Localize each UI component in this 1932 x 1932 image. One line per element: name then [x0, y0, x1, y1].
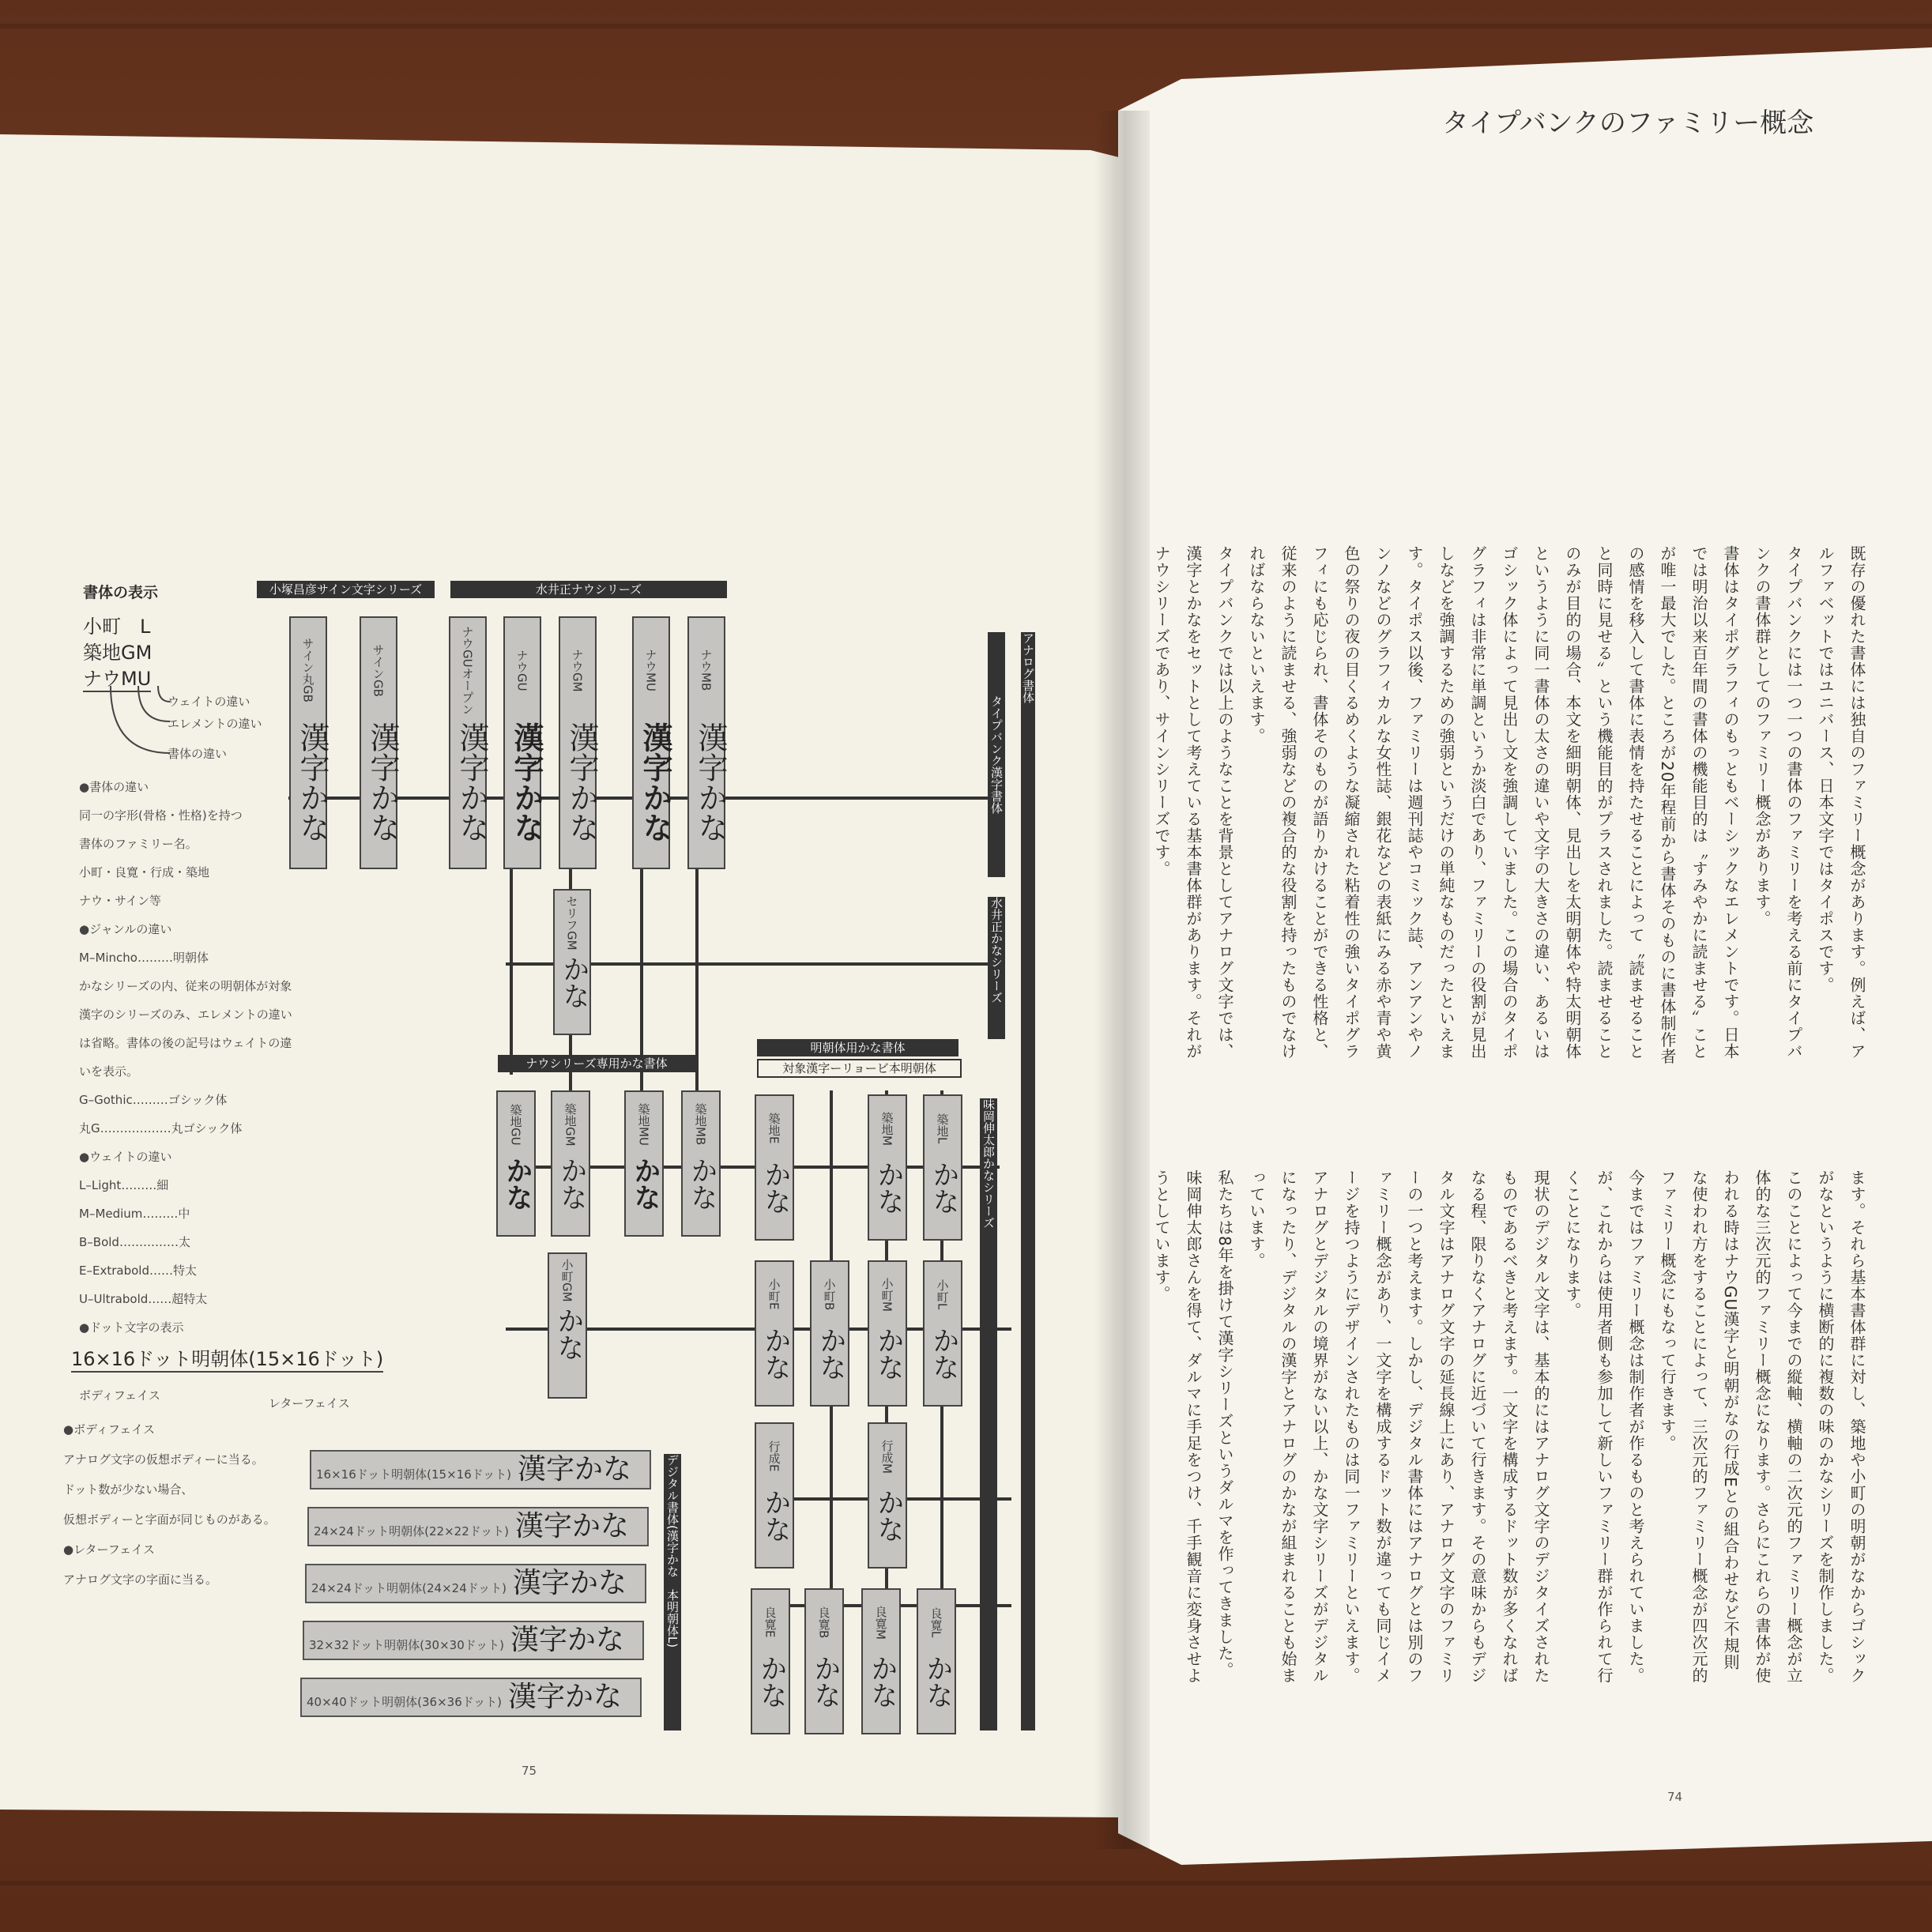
dot-box-text: 漢字かな: [518, 1453, 632, 1486]
text-column: グラフィは非常に単調というか淡白であり、ファミリーの役割が見出: [1468, 545, 1487, 1060]
text-column: ンクの書体群としてのファミリー概念があります。: [1753, 545, 1772, 927]
connector: [695, 869, 699, 1106]
text-column: タイプバンクでは以上のようなことを背景としてアナログ文字では、: [1215, 545, 1234, 1060]
now-kana-text: かな: [686, 1157, 717, 1211]
mincho-kana-label: 良寛B: [816, 1606, 831, 1639]
legend-title: 書体の表示: [83, 584, 159, 601]
text-column: ファミリー概念にもなって行きます。: [1658, 1169, 1677, 1452]
legend-arrow-weight: ウェイトの違い: [168, 695, 250, 709]
text-column: が、これからは使用者側も参加して新しいファミリー群が作られて行: [1595, 1169, 1614, 1684]
legend-items-dot: [63, 1414, 276, 1595]
body-text-upper: [1146, 545, 1873, 1114]
legend-item: ●ジャンルの違い: [79, 922, 172, 936]
now-kana-box: [624, 1090, 664, 1237]
text-column: アナログとデジタルの境界がない以上、かな文字シリーズがデジタル: [1310, 1169, 1329, 1684]
text-column: 漢字とかなをセットとして考えている基本書体群があります。それが: [1184, 545, 1203, 1060]
legend-arrow-element: エレメントの違い: [168, 717, 262, 731]
mincho-kana-label: 良寛M: [873, 1605, 888, 1640]
dot-box: [307, 1507, 649, 1546]
text-column: タイプバンクには一つ一つの書体のファミリーを考える前にタイプバ: [1784, 545, 1803, 1060]
kanji-box-label: ナウGU: [514, 649, 529, 691]
mincho-kana-label: 良寛L: [928, 1606, 943, 1638]
kanji-box: [559, 616, 597, 869]
legend-item: E–Extrabold……特太: [79, 1264, 197, 1278]
legend-example-3: ナウMU: [83, 663, 151, 692]
mincho-kana-text: かな: [759, 1161, 791, 1215]
text-column: タル文字はアナログ文字の延長線上にあり、アナログ文字のファミリ: [1437, 1169, 1456, 1684]
body-text-lower: [1152, 1169, 1873, 1770]
mincho-kana-label: 良寛E: [763, 1606, 778, 1638]
mincho-kana-text: かな: [815, 1327, 846, 1380]
kanji-box: [360, 616, 400, 869]
text-column: のみが目的の場合、本文を細明朝体、見出しを太明朝体や特太明朝体: [1563, 545, 1582, 1060]
text-column: このことによって今までの縦軸、横軸の二次元的ファミリー概念が立: [1784, 1169, 1803, 1684]
mincho-kana-label: 小町B: [822, 1278, 837, 1311]
dot-box-text: 漢字かな: [513, 1567, 627, 1599]
text-column: われる時はナウGU漢字と明朝がなの行成Eとの組合わせなど不規則: [1721, 1169, 1740, 1670]
text-column: になったり、デジタルの漢字とアナログのかなが組まれることも始ま: [1279, 1169, 1297, 1684]
kanji-box-text: 漢字かな: [295, 722, 330, 842]
dot-box-spec: 16×16ドット明朝体(15×16ドット): [316, 1467, 511, 1482]
legend-item: は省略。書体の後の記号はウェイトの違: [79, 1036, 292, 1050]
legend-item: M–Medium………中: [79, 1207, 190, 1221]
dot-box: [303, 1621, 644, 1660]
kanji-box: [503, 616, 544, 869]
page-number-left: 75: [522, 1764, 537, 1778]
text-column: す。タイポス以後、ファミリーは週刊誌やコミック誌、アンアンやノ: [1405, 545, 1424, 1060]
page-number-right: 74: [1667, 1790, 1683, 1804]
text-column: 今まではファミリー概念は制作者が作るものと考えられていました。: [1626, 1169, 1645, 1684]
text-column: 体的な三次元的ファミリー概念になります。さらにこれらの書体が使: [1753, 1169, 1772, 1684]
legend-item: アナログ文字の仮想ボディーに当る。: [63, 1452, 264, 1467]
wood-grain: [0, 1881, 1932, 1885]
legend-item: アナログ文字の字面に当る。: [63, 1572, 218, 1587]
komachi-gm-box: [548, 1252, 587, 1399]
mincho-kana-box: [868, 1422, 907, 1569]
komachi-gm-text: かな: [552, 1306, 584, 1361]
now-kana-box: [681, 1090, 721, 1237]
dot-box-text: 漢字かな: [508, 1681, 623, 1713]
mincho-kana-box: [751, 1588, 790, 1734]
komachi-gm-label: 小町GM: [559, 1259, 574, 1302]
kanji-box: [687, 616, 728, 869]
now-kana-text: かな: [629, 1157, 661, 1211]
legend-item: ●書体の違い: [79, 780, 149, 794]
now-kana-label: 築地MB: [693, 1103, 708, 1146]
mincho-kana-label: 小町M: [879, 1277, 894, 1312]
text-column: がなというように横断的に複数の味のかなシリーズを制作しました。: [1816, 1169, 1835, 1684]
kanji-box-text: 漢字かな: [509, 722, 544, 842]
mincho-kana-text: かな: [866, 1655, 898, 1708]
mincho-kana-text: かな: [872, 1327, 904, 1380]
bar-ajioka-kana: 味岡伸太郎かなシリーズ: [980, 1098, 997, 1731]
book-gutter: [1094, 111, 1150, 1849]
mincho-kana-box: [868, 1094, 907, 1241]
legend-example-2: 築地GM: [83, 642, 153, 664]
legend-arrow-typeface: 書体の違い: [168, 747, 228, 761]
kanji-box-label: ナウMU: [643, 649, 658, 691]
letter-face-label: レターフェイス: [269, 1396, 350, 1410]
kanji-box-text: 漢字かな: [638, 722, 672, 842]
now-kana-label: 築地GM: [563, 1102, 578, 1147]
legend-item: L–Light………細: [79, 1178, 169, 1192]
dot-box: [300, 1678, 642, 1717]
bar-mizui-kana: 水井正かなシリーズ: [988, 897, 1005, 1039]
text-column: ゴシック体によって見出し文を強調していました。この場合のタイポ: [1500, 545, 1519, 1060]
text-column: ルファベットではユニバース、日本文字ではタイポスです。: [1816, 545, 1835, 993]
legend-item: ●ボディフェイス: [63, 1422, 155, 1437]
bar-digital: デジタル書体(漢字かな 本明朝体L): [664, 1454, 681, 1731]
mincho-kana-label: 行成M: [879, 1439, 894, 1474]
mincho-kana-text: かな: [921, 1655, 953, 1708]
mincho-kana-box: [804, 1588, 844, 1734]
dot-box-text: 漢字かな: [515, 1510, 630, 1542]
mincho-kana-box: [755, 1422, 794, 1569]
legend-item: ナウ・サイン等: [79, 894, 161, 908]
mincho-kana-text: かな: [755, 1655, 787, 1708]
header-mincho-target: 対象漢字ーリョービ本明朝体: [757, 1059, 962, 1078]
mincho-kana-text: かな: [872, 1161, 904, 1215]
mincho-kana-box: [810, 1260, 849, 1407]
text-column: ンノなどのグラフィカルな女性誌、銀花などの表紙にみる赤や青や黄: [1373, 545, 1392, 1060]
dot-box-spec: 24×24ドット明朝体(24×24ドット): [311, 1581, 507, 1595]
text-column: ものであるべきと考えます。一文字を構成するドット数が多くなれば: [1500, 1169, 1519, 1684]
text-column: 味岡伸太郎さんを得て、ダルマに手足をつけ、千手観音に変身させよ: [1184, 1169, 1203, 1684]
mincho-kana-text: かな: [928, 1327, 959, 1380]
serif-box: [553, 889, 591, 1035]
serif-box-label: セリフGM: [564, 895, 579, 951]
mincho-kana-label: 築地E: [766, 1113, 781, 1144]
header-now-series: 水井正ナウシリーズ: [450, 581, 727, 598]
now-kana-box: [496, 1090, 536, 1237]
legend-arrows: [83, 686, 178, 757]
now-kana-text: かな: [555, 1157, 587, 1211]
text-column: 色の祭りの夜の目くるめくような凝縮された粘着性の強いタイポグラ: [1342, 545, 1361, 1060]
bar-typebank-kanji: タイプバンク漢字書体: [988, 632, 1005, 877]
mincho-kana-text: かな: [759, 1489, 791, 1542]
dot-example: 16×16ドット明朝体(15×16ドット): [71, 1343, 383, 1373]
wood-grain: [0, 24, 1932, 28]
text-column: くことになります。: [1563, 1169, 1582, 1319]
mincho-kana-box: [755, 1094, 794, 1241]
text-column: ナウシリーズであり、サインシリーズです。: [1152, 545, 1171, 877]
mincho-kana-text: かな: [809, 1655, 841, 1708]
header-now-kana: ナウシリーズ専用かな書体: [498, 1055, 695, 1072]
mincho-kana-box: [868, 1260, 907, 1407]
mincho-kana-label: 小町E: [766, 1279, 781, 1310]
bar-analog: アナログ書体: [1021, 632, 1035, 1731]
text-column: と同時に見せる〟という機能目的がプラスされました。読ませること: [1595, 545, 1614, 1060]
text-column: なる程、限りなくアナログに近づいて行きます。その意味からもデジ: [1468, 1169, 1487, 1684]
text-column: ーの一つと考えます。しかし、デジタル書体にはアナログとは別のフ: [1405, 1169, 1424, 1684]
text-column: 書体はタイポグラフィのもっともベーシックなエレメントです。日本: [1721, 545, 1740, 1060]
header-sign-series: 小塚昌彦サイン文字シリーズ: [257, 581, 435, 598]
kanji-box-text: 漢字かな: [693, 722, 728, 842]
dot-box-spec: 32×32ドット明朝体(30×30ドット): [309, 1638, 504, 1652]
legend-item: ●ドット文字の表示: [79, 1320, 184, 1335]
legend-item: U–Ultrabold……超特太: [79, 1292, 208, 1306]
text-column: ます。それら基本書体群に対し、築地や小町の明朝がなからゴシック: [1847, 1169, 1866, 1684]
kanji-box-text: 漢字かな: [564, 722, 599, 842]
legend-item: B–Bold……………太: [79, 1235, 190, 1249]
text-column: ージを持つようにデザインされたものは同一ファミリーといえます。: [1342, 1169, 1361, 1684]
now-kana-label: 築地MU: [636, 1103, 651, 1146]
mincho-kana-box: [755, 1260, 794, 1407]
text-column: 従来のように読ませる、強弱などの複合的な役割を持ったものでなけ: [1279, 545, 1297, 1060]
dot-box: [305, 1564, 646, 1603]
text-column: ァミリー概念があり、一文字を構成するドット数が違っても同じイメ: [1373, 1169, 1392, 1684]
legend-item: G–Gothic………ゴシック体: [79, 1093, 228, 1107]
mincho-kana-box: [917, 1588, 956, 1734]
legend-item: かなシリーズの内、従来の明朝体が対象: [79, 979, 292, 993]
legend-item: M–Mincho………明朝体: [79, 951, 209, 965]
kanji-box-text: 漢字かな: [454, 722, 489, 842]
text-column: しなどを強調するための強弱というだけの単純なものだったといえま: [1437, 545, 1456, 1060]
legend-item: 丸G………………丸ゴシック体: [79, 1121, 243, 1135]
text-column: の感情を移入して書体に表情を持たせることによって〝読ませること: [1626, 545, 1645, 1060]
text-column: 現状のデジタル文字は、基本的にはアナログ文字のデジタイズされた: [1531, 1169, 1550, 1684]
legend-item: 書体のファミリー名。: [79, 837, 198, 851]
dot-box-text: 漢字かな: [510, 1624, 625, 1656]
kanji-box-label: ナウGUオープン: [460, 625, 475, 715]
mincho-kana-label: 築地M: [879, 1111, 894, 1146]
legend-item: 小町・良寛・行成・築地: [79, 865, 210, 879]
mincho-kana-box: [923, 1094, 962, 1241]
legend-example-1: 小町 L: [83, 616, 151, 638]
serif-box-text: かな: [558, 955, 589, 1009]
legend-items: [79, 773, 292, 1342]
dot-box: [310, 1450, 651, 1489]
text-column: 私たちは8年を掛けて漢字シリーズというダルマを作ってきました。: [1215, 1169, 1234, 1678]
legend-item: ドット数が少ない場合、: [63, 1482, 194, 1497]
mincho-kana-label: 築地L: [935, 1113, 950, 1144]
legend-item: いを表示。: [79, 1064, 139, 1079]
text-column: が唯一最大でした。ところが20年程前から書体そのものに書体制作者: [1658, 545, 1677, 1065]
kanji-box-label: サインGB: [371, 643, 386, 697]
text-column: では明治以来百年間の書体の機能目的は〝すみやかに読ませる〟こと: [1689, 545, 1708, 1060]
kanji-box: [289, 616, 330, 869]
legend-item: 漢字のシリーズのみ、エレメントの違い: [79, 1007, 292, 1022]
kanji-box-label: ナウMB: [699, 649, 714, 691]
kanji-box: [449, 616, 487, 869]
dot-box-spec: 24×24ドット明朝体(22×22ドット): [314, 1524, 509, 1538]
legend-item: ●ウェイトの違い: [79, 1150, 172, 1164]
text-column: ればならないといえます。: [1247, 545, 1266, 744]
now-kana-label: 築地GU: [508, 1103, 523, 1146]
page-title: タイプバンクのファミリー概念: [1442, 107, 1814, 139]
mincho-kana-box: [923, 1260, 962, 1407]
header-mincho-kana: 明朝体用かな書体: [757, 1039, 958, 1056]
text-column: というように同一書体の太さの違いや文字の大きさの違い、あるいは: [1531, 545, 1550, 1060]
dot-box-spec: 40×40ドット明朝体(36×36ドット): [307, 1695, 502, 1709]
legend-item: 仮想ボディーと字面が同じものがある。: [63, 1512, 276, 1527]
text-column: な使われ方をすることによって、三次元的ファミリー概念が四次元的: [1689, 1169, 1708, 1684]
text-column: フィにも応じられ、書体そのものが語りかけることができる性格と、: [1310, 545, 1329, 1060]
kanji-box-text: 漢字かな: [365, 722, 400, 842]
mincho-kana-text: かな: [928, 1161, 959, 1215]
kanji-box-label: サイン丸GB: [300, 638, 315, 702]
now-kana-text: かな: [501, 1157, 533, 1211]
mincho-kana-box: [861, 1588, 901, 1734]
mincho-kana-text: かな: [872, 1489, 904, 1542]
kanji-box-label: ナウGM: [570, 648, 585, 692]
now-kana-box: [551, 1090, 590, 1237]
text-column: うとしています。: [1152, 1169, 1171, 1302]
kanji-box: [632, 616, 670, 869]
mincho-kana-label: 行成E: [766, 1441, 781, 1472]
legend-item: 同一の字形(骨格・性格)を持つ: [79, 808, 243, 823]
mincho-kana-label: 小町L: [935, 1279, 950, 1310]
body-face-label: ボディフェイス: [79, 1388, 160, 1403]
connector: [510, 869, 513, 1075]
text-column: っています。: [1247, 1169, 1266, 1269]
text-column: 既存の優れた書体には独自のファミリー概念があります。例えば、ア: [1847, 545, 1866, 1060]
mincho-kana-text: かな: [759, 1327, 791, 1380]
legend-item: ●レターフェイス: [63, 1542, 155, 1557]
